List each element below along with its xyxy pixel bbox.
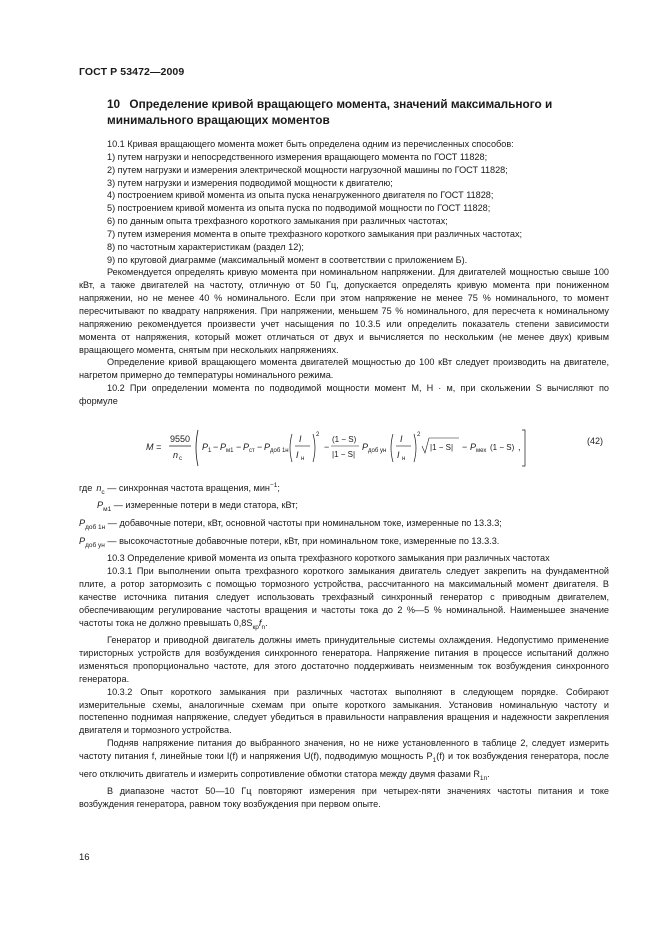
formula-frac-in-sub: н (301, 455, 305, 462)
raise-c: . (487, 768, 490, 779)
svg-text:−: − (462, 441, 468, 452)
definition-text: — добавочные потери, кВт, основной частоты при номинальном токе, измеренные по 13.3.3; (105, 518, 502, 529)
paragraph-raise-voltage (79, 737, 609, 785)
formula-pdob1n: P (264, 441, 271, 452)
formula-frac2-i: I (400, 433, 403, 444)
definition-row (79, 499, 609, 517)
formula-pmex-sub: мех (476, 447, 487, 454)
p1031-sub2: n (261, 623, 266, 631)
definition-row (79, 480, 609, 500)
formula-frac2-in: I (397, 449, 400, 460)
definition-symbol: P (97, 500, 104, 511)
method-item: 1) путем нагрузки и непосредственного измерения вращающего момента по ГОСТ 11828; (107, 151, 488, 162)
svg-text:−: − (324, 441, 330, 452)
method-item: 4) построением кривой момента из опыта пуска ненагруженного двигателя по ГОСТ 11828; (107, 190, 494, 201)
paragraph-10-3-1 (79, 565, 609, 634)
section-heading (107, 96, 607, 128)
definition-row (79, 535, 609, 553)
method-item: 2) путем нагрузки и измерения электрической мощности нагрузочной машины по ГОСТ 11828; (107, 164, 508, 175)
paragraph-10-1: 10.1 Кривая вращающего момента может быть определена одним из перечисленных способов: (107, 139, 514, 149)
formula-s-den: |1 − S| (332, 449, 356, 459)
definition-tail: ; (277, 482, 280, 493)
definition-symbol: P (79, 535, 86, 546)
formula-exp-1: 2 (316, 431, 320, 438)
method-item: 3) путем нагрузки и измерения подводимой мощности к двигателю; (107, 177, 393, 188)
svg-text:−: − (257, 441, 263, 452)
method-item: 9) по круговой диаграмме (максимальный момент в соответствии с приложением Б). (107, 254, 468, 265)
formula-pm1-sub: м1 (226, 447, 234, 454)
equation-number: (42) (586, 435, 603, 446)
page-number: 16 (79, 852, 90, 863)
svg-text:,: , (518, 441, 521, 452)
document-header: ГОСТ Р 53472—2009 (79, 66, 185, 78)
svg-text:−: − (236, 441, 242, 452)
definition-text: — синхронная частота вращения, мин (104, 482, 270, 493)
definition-text: — измеренные потери в меди статора, кВт; (111, 500, 298, 511)
methods-list (79, 151, 609, 267)
formula-pdob1n-sub: доб 1н (270, 447, 289, 454)
formula-lhs: M = (146, 441, 162, 452)
definition-symbol: n (96, 482, 102, 493)
definition-symbol: P (79, 518, 86, 529)
formula-frac-i: I (299, 433, 302, 444)
svg-text:−: − (213, 441, 219, 452)
paragraph-10-3: 10.3 Определение кривой момента из опыта трехфазного короткого замыкания при различных частотах (107, 553, 550, 564)
method-item: 7) путем измерения момента в опыте трехфазного короткого замыкания при различных частотах; (107, 228, 523, 239)
section-number: 10 (107, 97, 121, 111)
formula-coef-den-sub: c (179, 455, 182, 462)
formula-tail: (1 − S) (490, 442, 515, 452)
definition-symbol-sub: доб ун (85, 541, 105, 549)
definition-text: — высокочастотные добавочные потери, кВт, при номинальном токе, измеренные по 13.3.3. (104, 535, 500, 546)
method-item: 6) по данным опыта трехфазного короткого замыкания при различных частотах; (107, 216, 448, 227)
definition-symbol-sub: доб 1н (85, 523, 106, 531)
formula-pdobvn-sub: доб ун (368, 447, 387, 454)
formula-coef-num: 9550 (170, 433, 191, 444)
p1031-sub1: кр (252, 623, 259, 631)
document-body (79, 138, 609, 811)
paragraph-recommend: Рекомендуется определять кривую момента при номинальном напряжении. Для двигателей мощностью свыше 100 кВт, а также двигателей на частоту, отличную от 50 Гц, допускается определять кривую момента при пониженном напряжении, но не менее 40 % номинального. Если при этом напряжение не менее 75 % номинального, то момент пересчитывают по квадрату напряжения. При напряжении, меньшем 75 % номинального, для пересчета к номинальному напряжению рекомендуется произвести учет насыщения по 10.3.5 или определить показатель степени зависимости момента от напряжения, который может отличаться от двух и вычисляется по нескольким (не менее двух) кривым вращающего момента, снятым при нескольких напряжениях. (79, 267, 609, 355)
definition-symbol-sub: м1 (103, 506, 112, 514)
paragraph-frequency-range: В диапазоне частот 50—10 Гц повторяют измерения при четырех-пяти значениях частоты питания и токе возбуждения генератора, равном току возбуждения при первом опыте. (79, 786, 609, 810)
raise-sub2: 1п (479, 774, 488, 782)
raise-b: (f) и ток возбуждения генератора, после чего отключить двигатель и измерить сопротивление обмотки статора между двумя фазами R (79, 750, 609, 779)
definition-symbol-sub: c (101, 488, 105, 496)
p1031-end: . (265, 617, 268, 628)
paragraph-10-2: 10.2 При определении момента по подводимой мощности момент M, Н · м, при скольжении S вычисляют по формуле (79, 383, 609, 406)
raise-sub1: 1 (432, 756, 437, 764)
formula-sqrt-body: |1 − S| (430, 442, 454, 452)
variable-definitions (79, 480, 609, 553)
method-item: 8) по частотным характеристикам (раздел 12); (107, 241, 304, 252)
formula-frac2-in-sub: н (402, 455, 406, 462)
formula-graphic (146, 422, 566, 470)
formula-pmex: P (470, 441, 477, 452)
formula-p1: P (202, 441, 209, 452)
formula-pdobvn: P (362, 441, 369, 452)
formula-s-num: (1 − S) (332, 434, 357, 444)
definition-text-sup: −1 (269, 481, 278, 489)
formula-pst-sub: ст (249, 447, 255, 454)
formula-frac-in: I (296, 449, 299, 460)
formula-42 (79, 410, 609, 480)
section-title: Определение кривой вращающего момента, значений максимального и минимального вращающих моментов (107, 97, 553, 127)
p1031-text: 10.3.1 При выполнении опыта трехфазного короткого замыкания двигатель следует закрепить на фундаментной плите, а ротор затормозить с помощью тормозного устройства, рассчитанного на максимальный момент двигателя. В качестве источника питания следует использовать трехфазный синхронный генератор с приводным двигателем, обеспечивающим регулирование частоты вращения и частоты тока до 2 %—5 % номинальной. Наименьшее значение частоты тока не должно превышать 0,8S (79, 566, 609, 628)
paragraph-small-motors: Определение кривой вращающего момента двигателей мощностью до 100 кВт следует производить на двигателе, нагретом примерно до температуры номинального режима. (79, 357, 609, 381)
paragraph-10-3-2: 10.3.2 Опыт короткого замыкания при различных частотах выполняют в следующем порядке. Собирают измерительные схемы, аналогичные схемам при опыте короткого замыкания. Установив номинальную частоту и постепенно поднимая напряжение, следует убедиться в правильности направления вращения и надежности закрепления двигателя и тормозного устройства. (79, 686, 609, 736)
formula-coef-den: n (173, 449, 179, 460)
formula-pm1: P (220, 441, 227, 452)
p1031-f: f (258, 617, 262, 628)
raise-a: Подняв напряжение питания до выбранного значения, но не ниже установленного в таблице 2, следует измерить частоту питания f, линейные токи I(f) и напряжения U(f), подводимую мощность P (79, 738, 609, 761)
where-lead: где (79, 482, 93, 493)
formula-pst: P (243, 441, 250, 452)
paragraph-generator: Генератор и приводной двигатель должны иметь принудительные системы охлаждения. Недопустимо применение тиристорных устройств для возбуждения синхронного генератора. Напряжение питания в процессе испытаний должно изменяться пропорционально частоте, для этого достаточно поддерживать неизменным ток возбуждения синхронного генератора. (79, 635, 609, 684)
formula-p1-sub: 1 (208, 447, 212, 454)
method-item: 5) построением кривой момента из опыта пуска по подводимой мощности по ГОСТ 11828; (107, 203, 491, 214)
formula-exp-2: 2 (417, 431, 421, 438)
definition-row (79, 517, 609, 535)
